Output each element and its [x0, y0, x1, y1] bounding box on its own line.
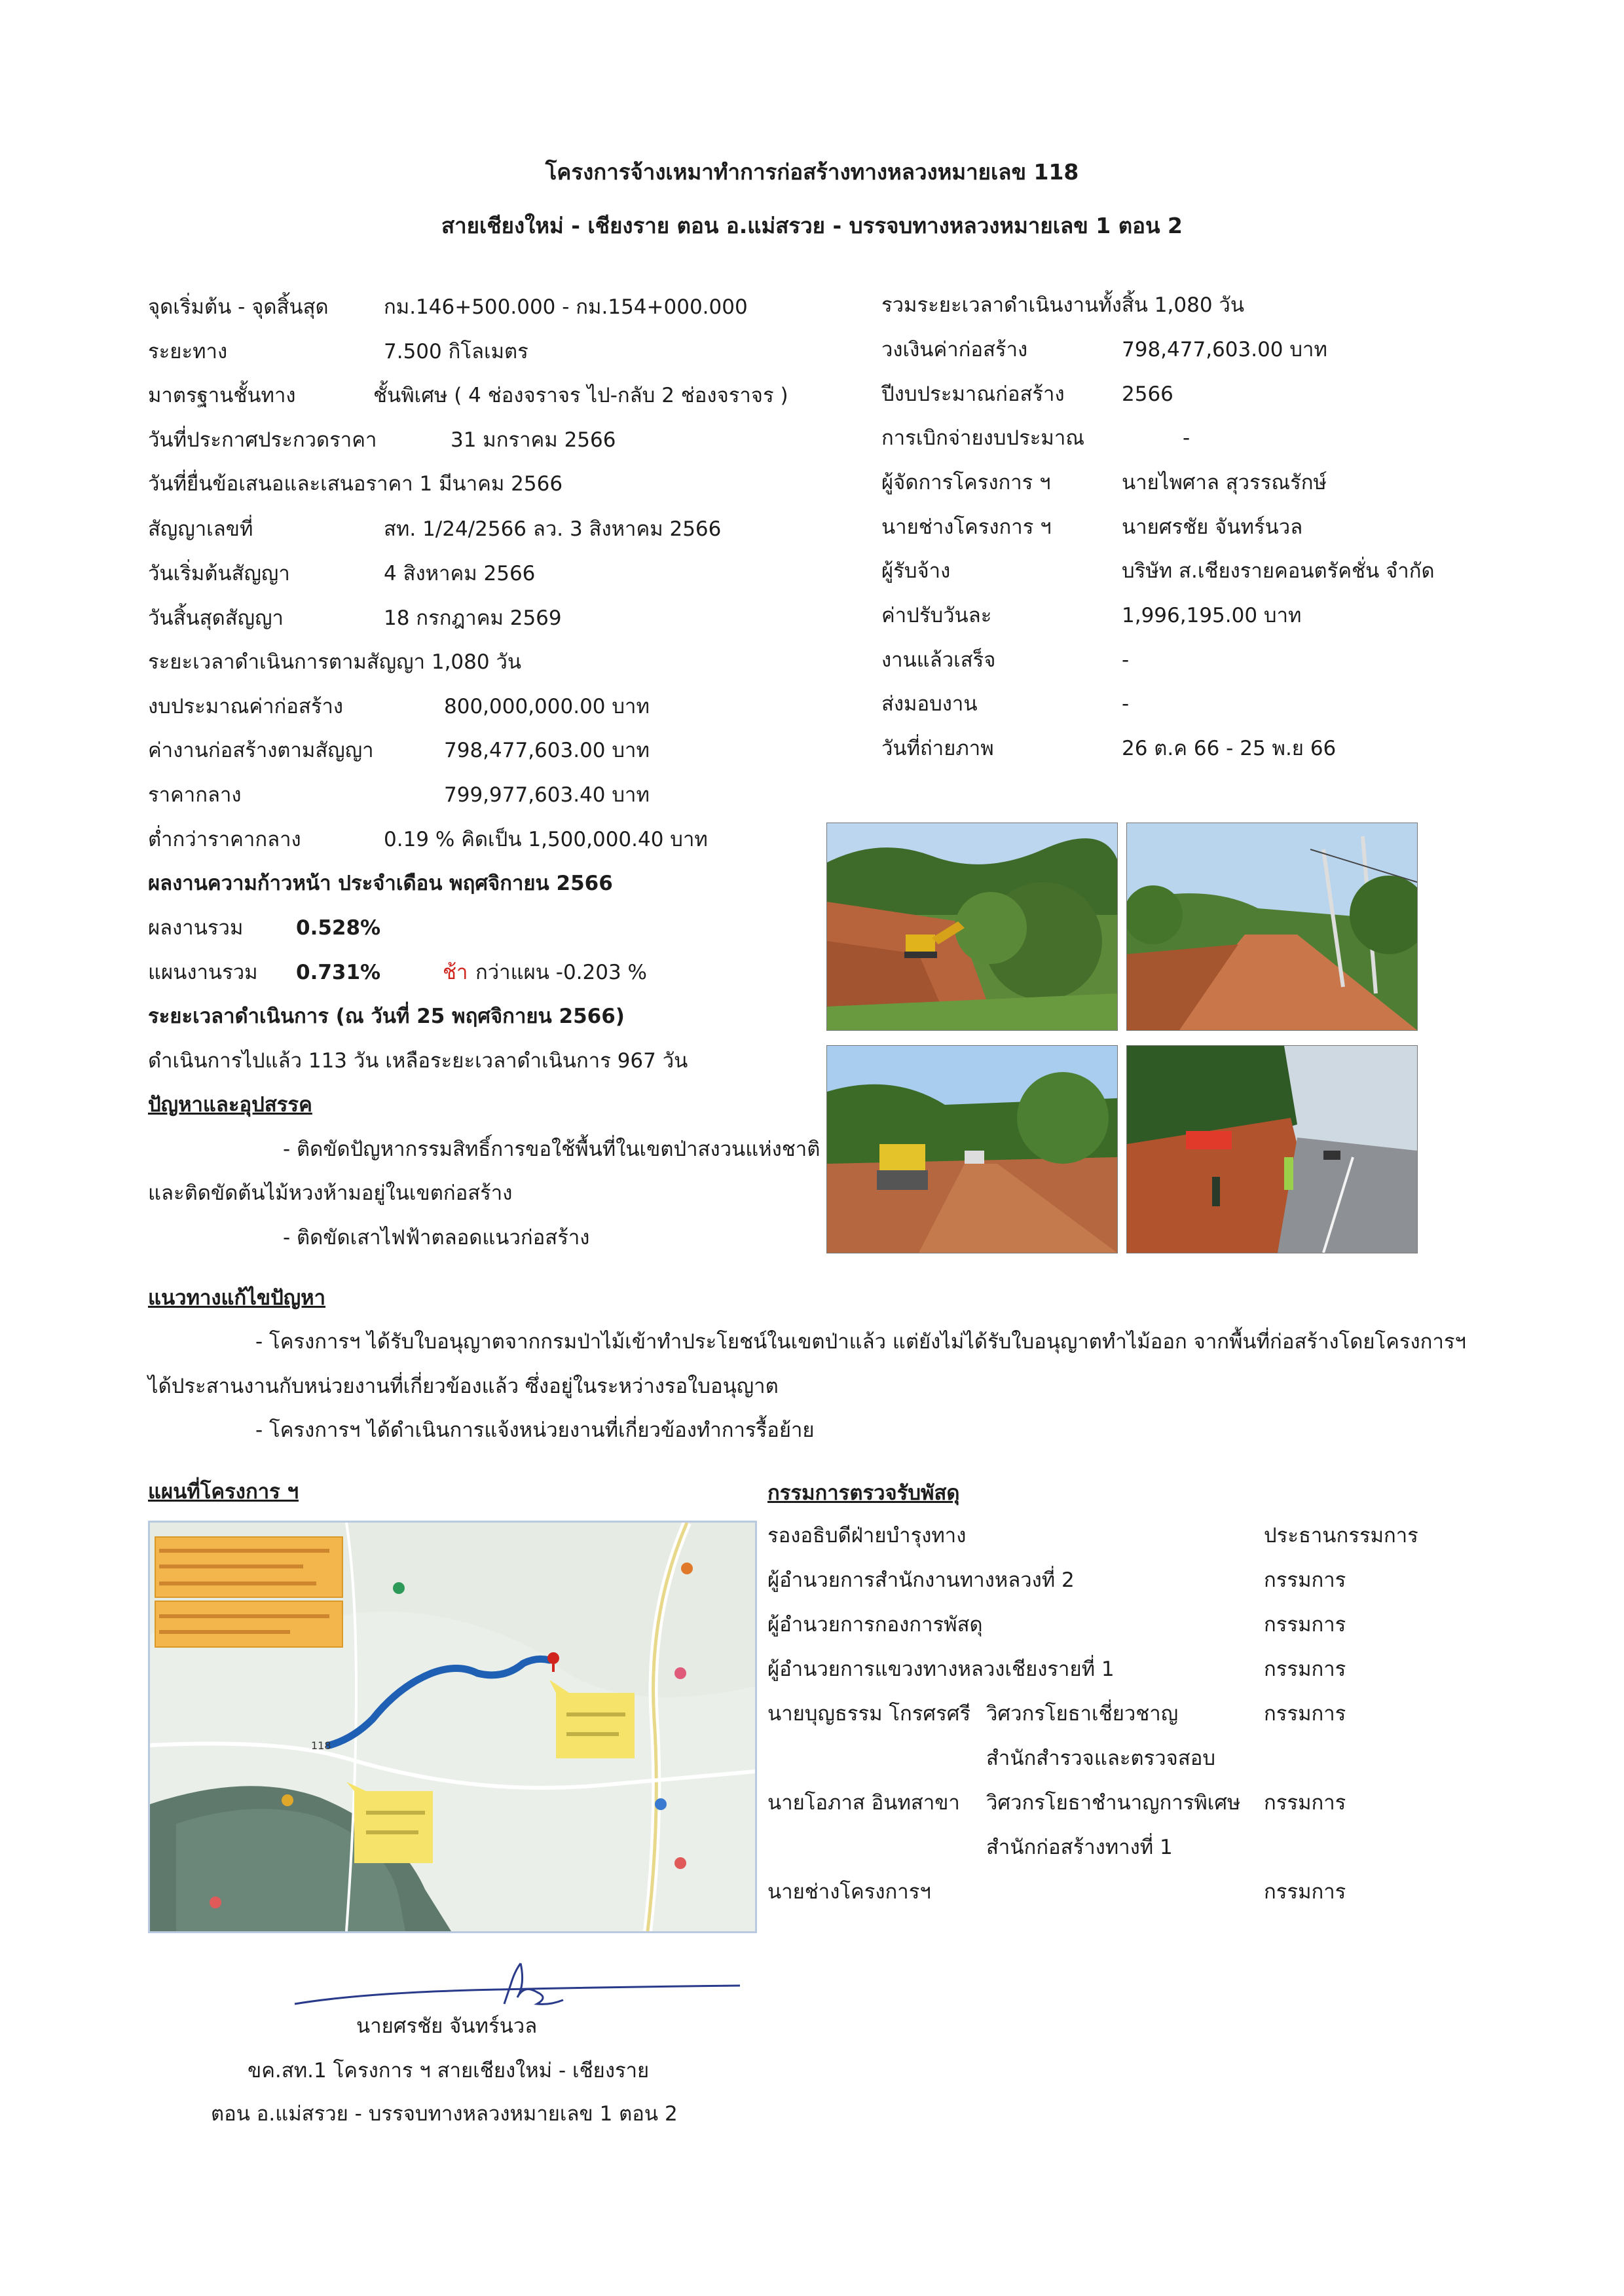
info-value: ชั้นพิเศษ ( 4 ช่องจราจร ไป-กลับ 2 ช่องจราจร ): [373, 384, 788, 407]
info-label: ราคากลาง: [148, 783, 242, 807]
map-heading: แผนที่โครงการ ฯ: [148, 1480, 299, 1504]
committee-member-role: กรรมการ: [1264, 1613, 1346, 1637]
info-label: ต่ำกว่าราคากลาง: [148, 828, 301, 851]
info-label: วงเงินค่าก่อสร้าง: [881, 338, 1028, 361]
info-value: 18 กรกฎาคม 2569: [384, 606, 562, 630]
info-value: นายไพศาล สุวรรณรักษ์: [1122, 471, 1327, 494]
committee-member-role: ประธานกรรมการ: [1264, 1524, 1418, 1547]
committee-member-role: กรรมการ: [1264, 1791, 1346, 1815]
map-poi-icon: [655, 1798, 667, 1810]
info-label: การเบิกจ่ายงบประมาณ: [881, 426, 1084, 450]
info-value: 0.19 % คิดเป็น 1,500,000.40 บาท: [384, 828, 708, 851]
problems-heading: ปัญหาและอุปสรรค: [148, 1093, 312, 1117]
info-label: วันสิ้นสุดสัญญา: [148, 606, 284, 630]
info-value: 798,477,603.00 บาท: [444, 739, 650, 762]
info-value: 2566: [1122, 382, 1173, 406]
document-title-line2: สายเชียงใหม่ - เชียงราย ตอน อ.แม่สรวย - บรรจบทางหลวงหมายเลข 1 ตอน 2: [441, 213, 1183, 238]
map-route-label: 118: [311, 1739, 331, 1752]
committee-member-role: กรรมการ: [1264, 1702, 1346, 1726]
committee-member-name: นายบุญธรรม โกรศรศรี: [767, 1702, 971, 1726]
map-poi-icon: [674, 1857, 686, 1869]
site-photo-excavator: [826, 823, 1118, 1031]
info-value: สท. 1/24/2566 ลว. 3 สิงหาคม 2566: [384, 517, 722, 541]
delay-label: ช้า: [443, 961, 468, 984]
site-photo-survey: [1126, 1045, 1418, 1253]
info-label: งบประมาณค่าก่อสร้าง: [148, 695, 344, 718]
info-label: ระยะทาง: [148, 340, 228, 363]
committee-member-position: สำนักสำรวจและตรวจสอบ: [986, 1747, 1216, 1770]
map-graphic: [150, 1523, 755, 1931]
info-label: รวมระยะเวลาดำเนินงานทั้งสิ้น 1,080 วัน: [881, 293, 1245, 317]
info-value: -: [1183, 426, 1190, 450]
info-label: ผู้จัดการโครงการ ฯ: [881, 471, 1051, 494]
map-poi-icon: [681, 1563, 693, 1574]
committee-member-name: รองอธิบดีฝ่ายบำรุงทาง: [767, 1524, 967, 1547]
duration-heading: ระยะเวลาดำเนินการ (ณ วันที่ 25 พฤศจิกายน 2566): [148, 1005, 625, 1028]
site-photo-roller: [826, 1045, 1118, 1253]
info-value: นายศรชัย จันทร์นวล: [1122, 515, 1303, 539]
committee-member-name: นายช่างโครงการฯ: [767, 1880, 931, 1904]
info-label: วันที่ประกาศประกวดราคา: [148, 428, 377, 452]
progress-heading: ผลงานความก้าวหน้า ประจำเดือน พฤศจิกายน 2566: [148, 872, 613, 895]
committee-member-name: นายโอภาส อินทสาขา: [767, 1791, 960, 1815]
committee-member-role: กรรมการ: [1264, 1568, 1346, 1592]
info-label: ส่งมอบงาน: [881, 692, 978, 716]
info-label: ผู้รับจ้าง: [881, 559, 951, 583]
duration-text: ดำเนินการไปแล้ว 113 วัน เหลือระยะเวลาดำเนินการ 967 วัน: [148, 1049, 688, 1073]
solution-item: - โครงการฯ ได้รับใบอนุญาตจากกรมป่าไม้เข้าทำประโยชน์ในเขตป่าแล้ว แต่ยังไม่ได้รับใบอนุญาตทำไม้ออก จากพื้นที่ก่อสร้างโดยโครงการฯ: [255, 1330, 1466, 1354]
info-value: -: [1122, 648, 1130, 672]
committee-member-name: ผู้อำนวยการแขวงทางหลวงเชียงรายที่ 1: [767, 1657, 1115, 1681]
problem-item: และติดขัดต้นไม้หวงห้ามอยู่ในเขตก่อสร้าง: [148, 1181, 513, 1205]
planned-progress-value: 0.731%: [296, 961, 381, 984]
info-label: ค่างานก่อสร้างตามสัญญา: [148, 739, 374, 762]
map-poi-icon: [282, 1794, 293, 1806]
info-value: 7.500 กิโลเมตร: [384, 340, 528, 363]
info-value: 1,996,195.00 บาท: [1122, 604, 1302, 627]
info-value: 799,977,603.40 บาท: [444, 783, 650, 807]
committee-member-position: วิศวกรโยธาเชี่ยวชาญ: [986, 1702, 1179, 1726]
map-poi-icon: [674, 1667, 686, 1679]
info-value: 800,000,000.00 บาท: [444, 695, 650, 718]
map-end-pin-icon: [547, 1652, 559, 1664]
committee-member-role: กรรมการ: [1264, 1880, 1346, 1904]
project-map: [148, 1521, 757, 1933]
info-label: สัญญาเลขที่: [148, 517, 253, 541]
info-label: วันที่ถ่ายภาพ: [881, 737, 994, 760]
signer-title: ขค.สท.1 โครงการ ฯ สายเชียงใหม่ - เชียงราย: [248, 2059, 650, 2083]
problem-item: - ติดขัดเสาไฟฟ้าตลอดแนวก่อสร้าง: [283, 1226, 590, 1250]
info-value: 4 สิงหาคม 2566: [384, 562, 536, 585]
delay-value: กว่าแผน -0.203 %: [475, 961, 648, 984]
info-label: ระยะเวลาดำเนินการตามสัญญา 1,080 วัน: [148, 650, 522, 674]
map-poi-icon: [210, 1897, 221, 1908]
info-label: วันที่ยื่นข้อเสนอและเสนอราคา 1 มีนาคม 2566: [148, 472, 563, 496]
actual-progress-value: 0.528%: [296, 916, 381, 940]
info-label: จุดเริ่มต้น - จุดสิ้นสุด: [148, 295, 329, 319]
signer-name: นายศรชัย จันทร์นวล: [356, 2014, 538, 2038]
committee-member-name: ผู้อำนวยการสำนักงานทางหลวงที่ 2: [767, 1568, 1075, 1592]
info-value: 798,477,603.00 บาท: [1122, 338, 1327, 361]
info-label: ปีงบประมาณก่อสร้าง: [881, 382, 1065, 406]
solution-item: ได้ประสานงานกับหน่วยงานที่เกี่ยวข้องแล้ว ซึ่งอยู่ในระหว่างรอใบอนุญาต: [148, 1375, 779, 1398]
map-poi-icon: [393, 1582, 405, 1594]
signer-title-line2: ตอน อ.แม่สรวย - บรรจบทางหลวงหมายเลข 1 ตอน 2: [211, 2102, 678, 2126]
handwritten-signature: [288, 1958, 747, 2017]
info-value: 31 มกราคม 2566: [451, 428, 616, 452]
committee-member-role: กรรมการ: [1264, 1657, 1346, 1681]
info-label: ค่าปรับวันละ: [881, 604, 992, 627]
committee-heading: กรรมการตรวจรับพัสดุ: [767, 1481, 960, 1505]
actual-progress-label: ผลงานรวม: [148, 916, 244, 940]
info-value: กม.146+500.000 - กม.154+000.000: [384, 295, 748, 319]
document-title-line1: โครงการจ้างเหมาทำการก่อสร้างทางหลวงหมายเลข 118: [545, 159, 1079, 185]
solution-item: - โครงการฯ ได้ดำเนินการแจ้งหน่วยงานที่เกี่ยวข้องทำการรื้อย้าย: [255, 1418, 815, 1442]
committee-member-position: วิศวกรโยธาชำนาญการพิเศษ: [986, 1791, 1241, 1815]
info-label: งานแล้วเสร็จ: [881, 648, 996, 672]
committee-member-position: สำนักก่อสร้างทางที่ 1: [986, 1836, 1173, 1859]
solutions-heading: แนวทางแก้ไขปัญหา: [148, 1286, 326, 1310]
info-value: -: [1122, 692, 1130, 716]
info-value: 26 ต.ค 66 - 25 พ.ย 66: [1122, 737, 1337, 760]
info-label: นายช่างโครงการ ฯ: [881, 515, 1052, 539]
info-value: บริษัท ส.เชียงรายคอนตรัคชั่น จำกัด: [1122, 559, 1435, 583]
committee-member-name: ผู้อำนวยการกองการพัสดุ: [767, 1613, 983, 1637]
info-label: วันเริ่มต้นสัญญา: [148, 562, 290, 585]
planned-progress-label: แผนงานรวม: [148, 961, 258, 984]
info-label: มาตรฐานชั้นทาง: [148, 384, 296, 407]
problem-item: - ติดขัดปัญหากรรมสิทธิ์การขอใช้พื้นที่ในเขตป่าสงวนแห่งชาติ: [283, 1138, 821, 1161]
site-photo-road-clearing: [1126, 823, 1418, 1031]
